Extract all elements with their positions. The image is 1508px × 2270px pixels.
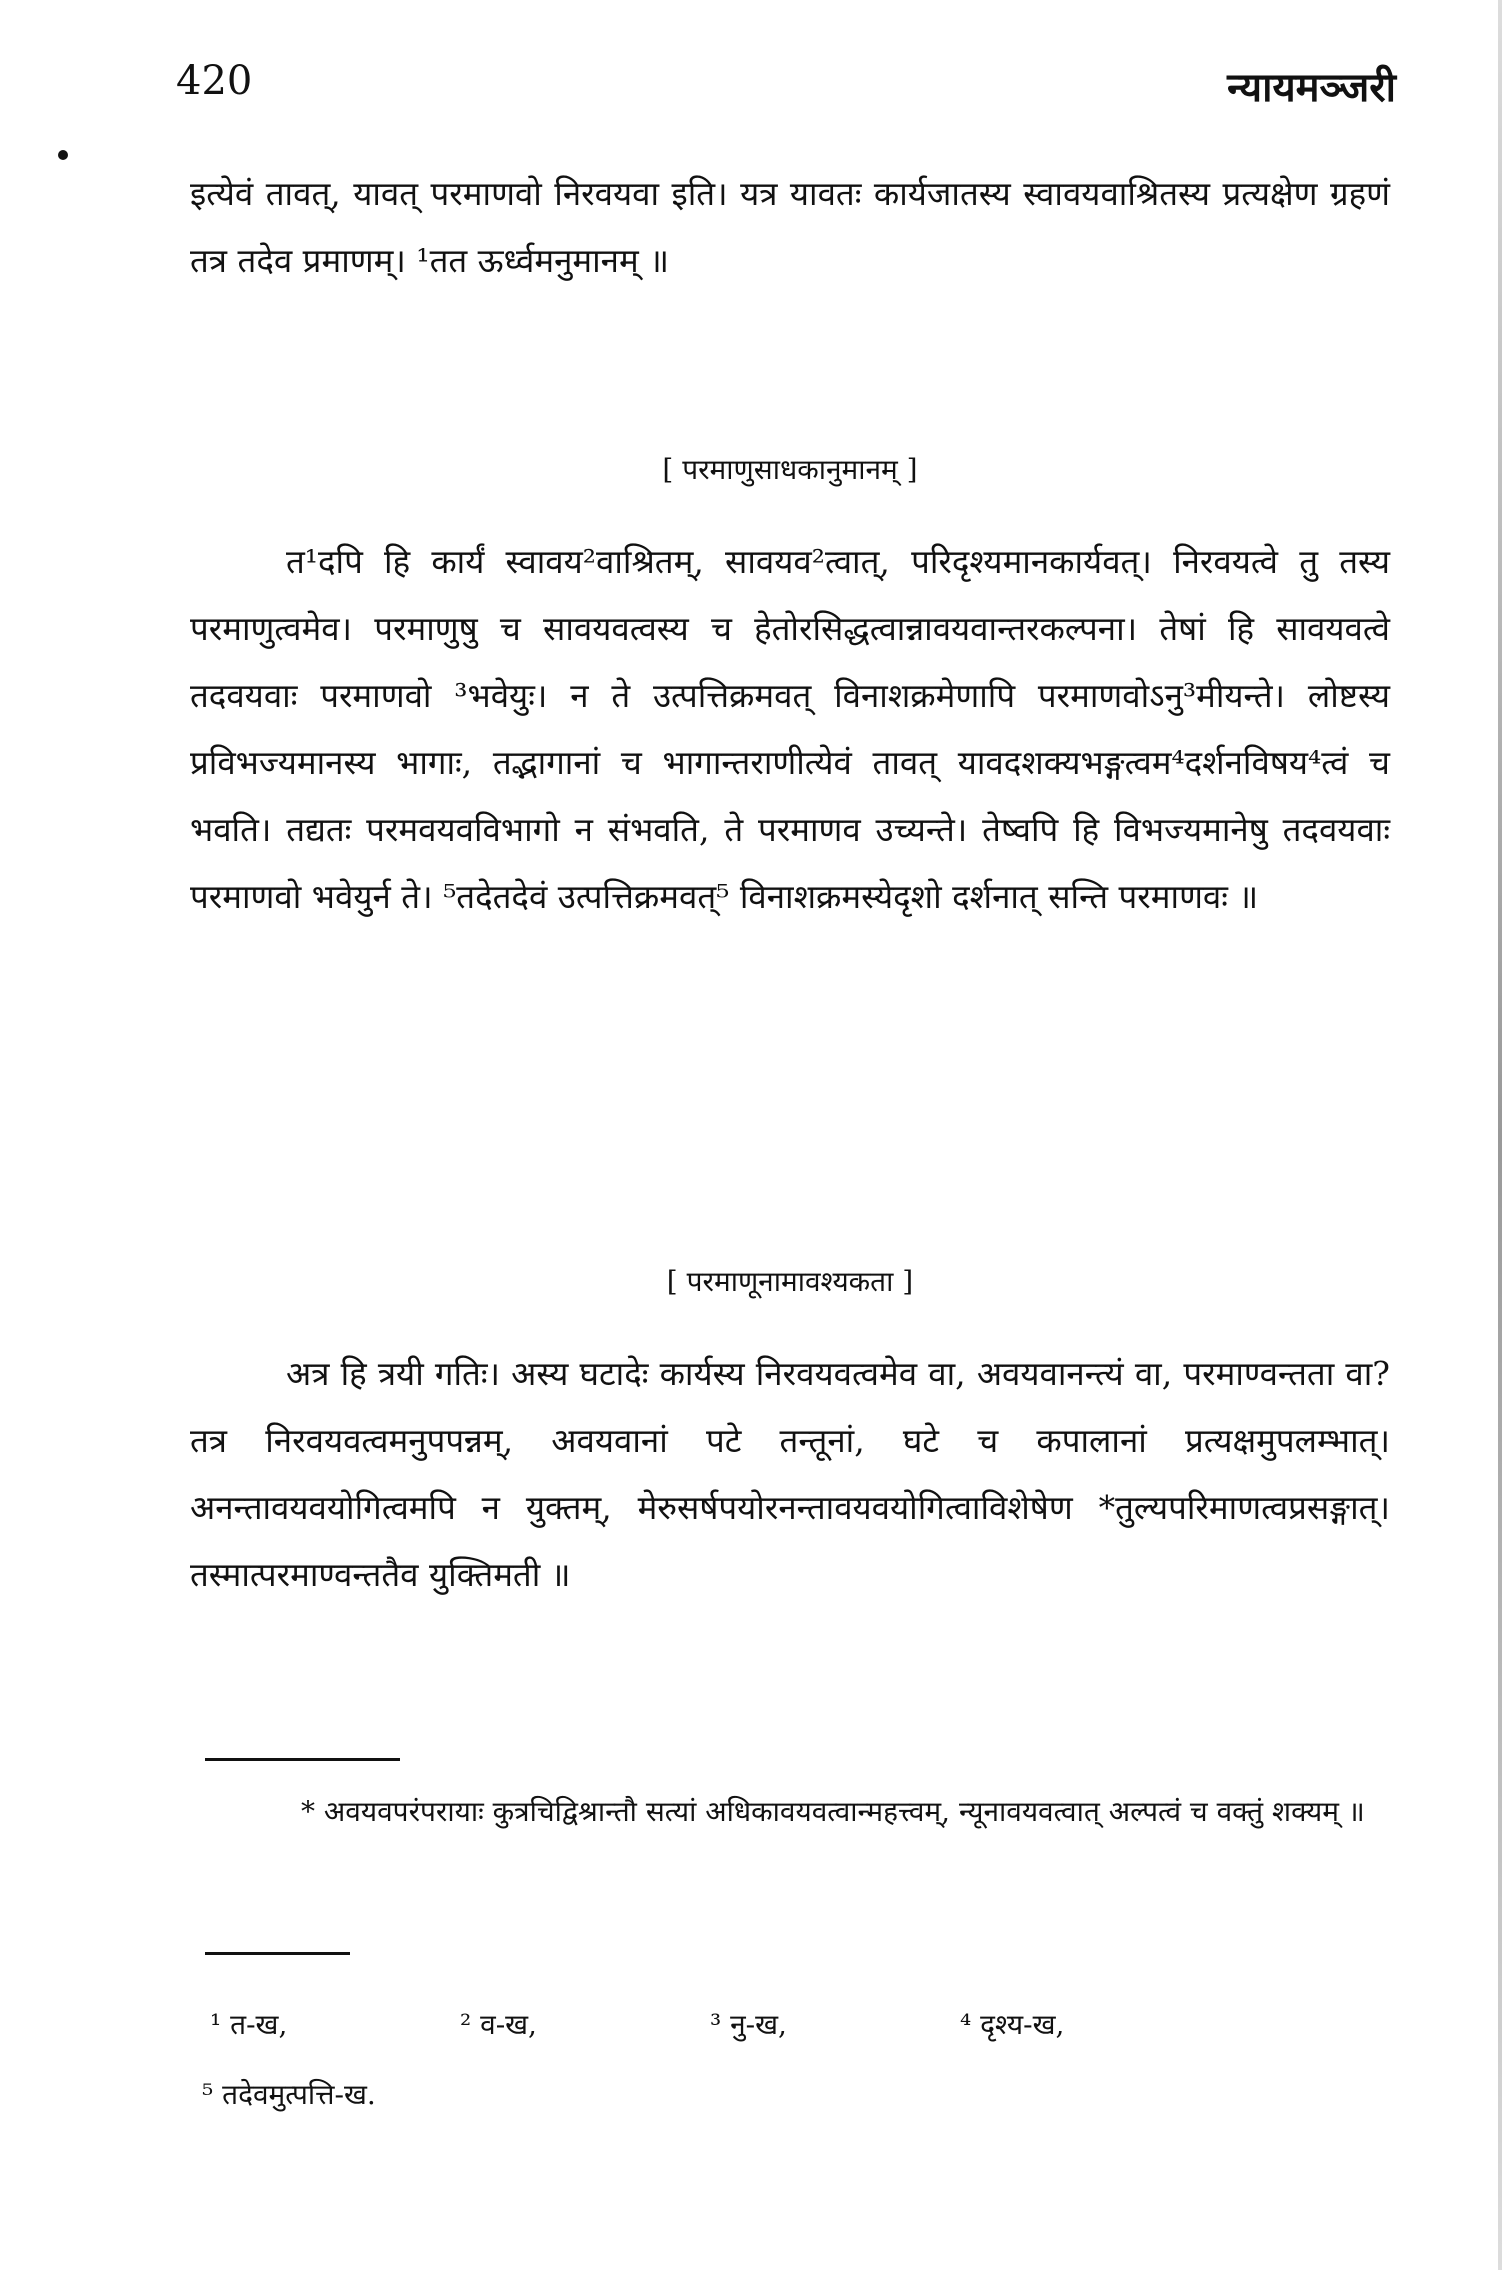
section-1-paragraph: त¹दपि हि कार्यं स्वावय²वाश्रितम्, सावयव²त्वात्, परिदृश्यमानकार्यवत्। निरवयत्वे तु तस्य परमाणुत्वमेव। परमाणुषु च सावयवत्वस्य च हेतोरसिद्धत्वान्नावयवान्तरकल्पना। तेषां हि सावयवत्वे तदवयवाः परमाणवो ³भवेयुः। न ते उत्पत्तिक्रमवत् विनाशक्रमेणापि परमाणवोऽनु³मीयन्ते। लोष्टस्य प्रविभज्यमानस्य भागाः, तद्भागानां च भागान्तराणीत्येवं तावत् यावदशक्यभङ्गत्वम⁴दर्शनविषय⁴त्वं च भवति। तद्यतः परमवयवविभागो न संभवति, ते परमाणव उच्यन्ते। तेष्वपि हि विभज्यमानेषु तदवयवाः परमाणवो भवेयुर्न ते। ⁵तदेतदेवं उत्पत्तिक्रमवत्⁵ विनाशक्रमस्येदृशो दर्शनात् सन्ति परमाणवः ॥ — [190, 542, 1390, 916]
variant-5: ⁵ तदेवमुत्पत्ति-ख. — [202, 2078, 376, 2111]
section-2-paragraph: अत्र हि त्रयी गतिः। अस्य घटादेः कार्यस्य निरवयवत्वमेव वा, अवयवानन्त्यं वा, परमाण्वन्तता वा? तत्र निरवयवत्वमनुपपन्नम्, अवयवानां पटे तन्तूनां, घटे च कपालानां प्रत्यक्षमुपलम्भात्। अनन्तावयवयोगित्वमपि न युक्तम्, मेरुसर्षपयोरनन्तावयवयोगित्वाविशेषेण *तुल्यपरिमाणत्वप्रसङ्गात्। तस्मात्परमाण्वन्ततैव युक्तिमती ॥ — [190, 1354, 1390, 1594]
page-number: 420 — [176, 58, 253, 104]
variant-row-1 — [210, 1990, 1310, 2060]
star-footnote: * अवयवपरंपरायाः कुत्रचिद्विश्रान्तौ सत्यां अधिकावयवत्वान्महत्त्वम्, न्यूनावयवत्वात् अल्पत्वं च वक्तुं शक्यम् ॥ — [301, 1795, 1365, 1828]
variant-readings — [202, 1990, 1310, 2130]
variant-3: ³ नु-ख, — [710, 2008, 787, 2041]
footnote-rule-2 — [205, 1952, 350, 1955]
section-2-block — [190, 1340, 1390, 1608]
margin-dot — [58, 150, 68, 160]
section-heading-1: [ परमाणुसाधकानुमानम् ] — [662, 453, 918, 486]
section-1-block — [190, 528, 1390, 930]
section-heading-2: [ परमाणूनामावश्यकता ] — [666, 1265, 914, 1298]
star-footnote-block — [205, 1784, 1385, 1840]
variant-row-2 — [202, 2060, 1310, 2130]
intro-block — [190, 160, 1390, 294]
footnote-rule-1 — [205, 1758, 400, 1761]
page-edge — [1498, 0, 1502, 2270]
variant-1: ¹ त-ख, — [210, 2008, 288, 2041]
running-head: न्यायमञ्जरी — [1227, 64, 1396, 111]
intro-paragraph: इत्येवं तावत्, यावत् परमाणवो निरवयवा इति। यत्र यावतः कार्यजातस्य स्वावयवाश्रितस्य प्रत्यक्षेण ग्रहणं तत्र तदेव प्रमाणम्। ¹तत ऊर्ध्वमनुमानम् ॥ — [190, 174, 1390, 280]
variant-2: ² व-ख, — [460, 2008, 537, 2041]
variant-4: ⁴ दृश्य-ख, — [960, 2008, 1065, 2041]
